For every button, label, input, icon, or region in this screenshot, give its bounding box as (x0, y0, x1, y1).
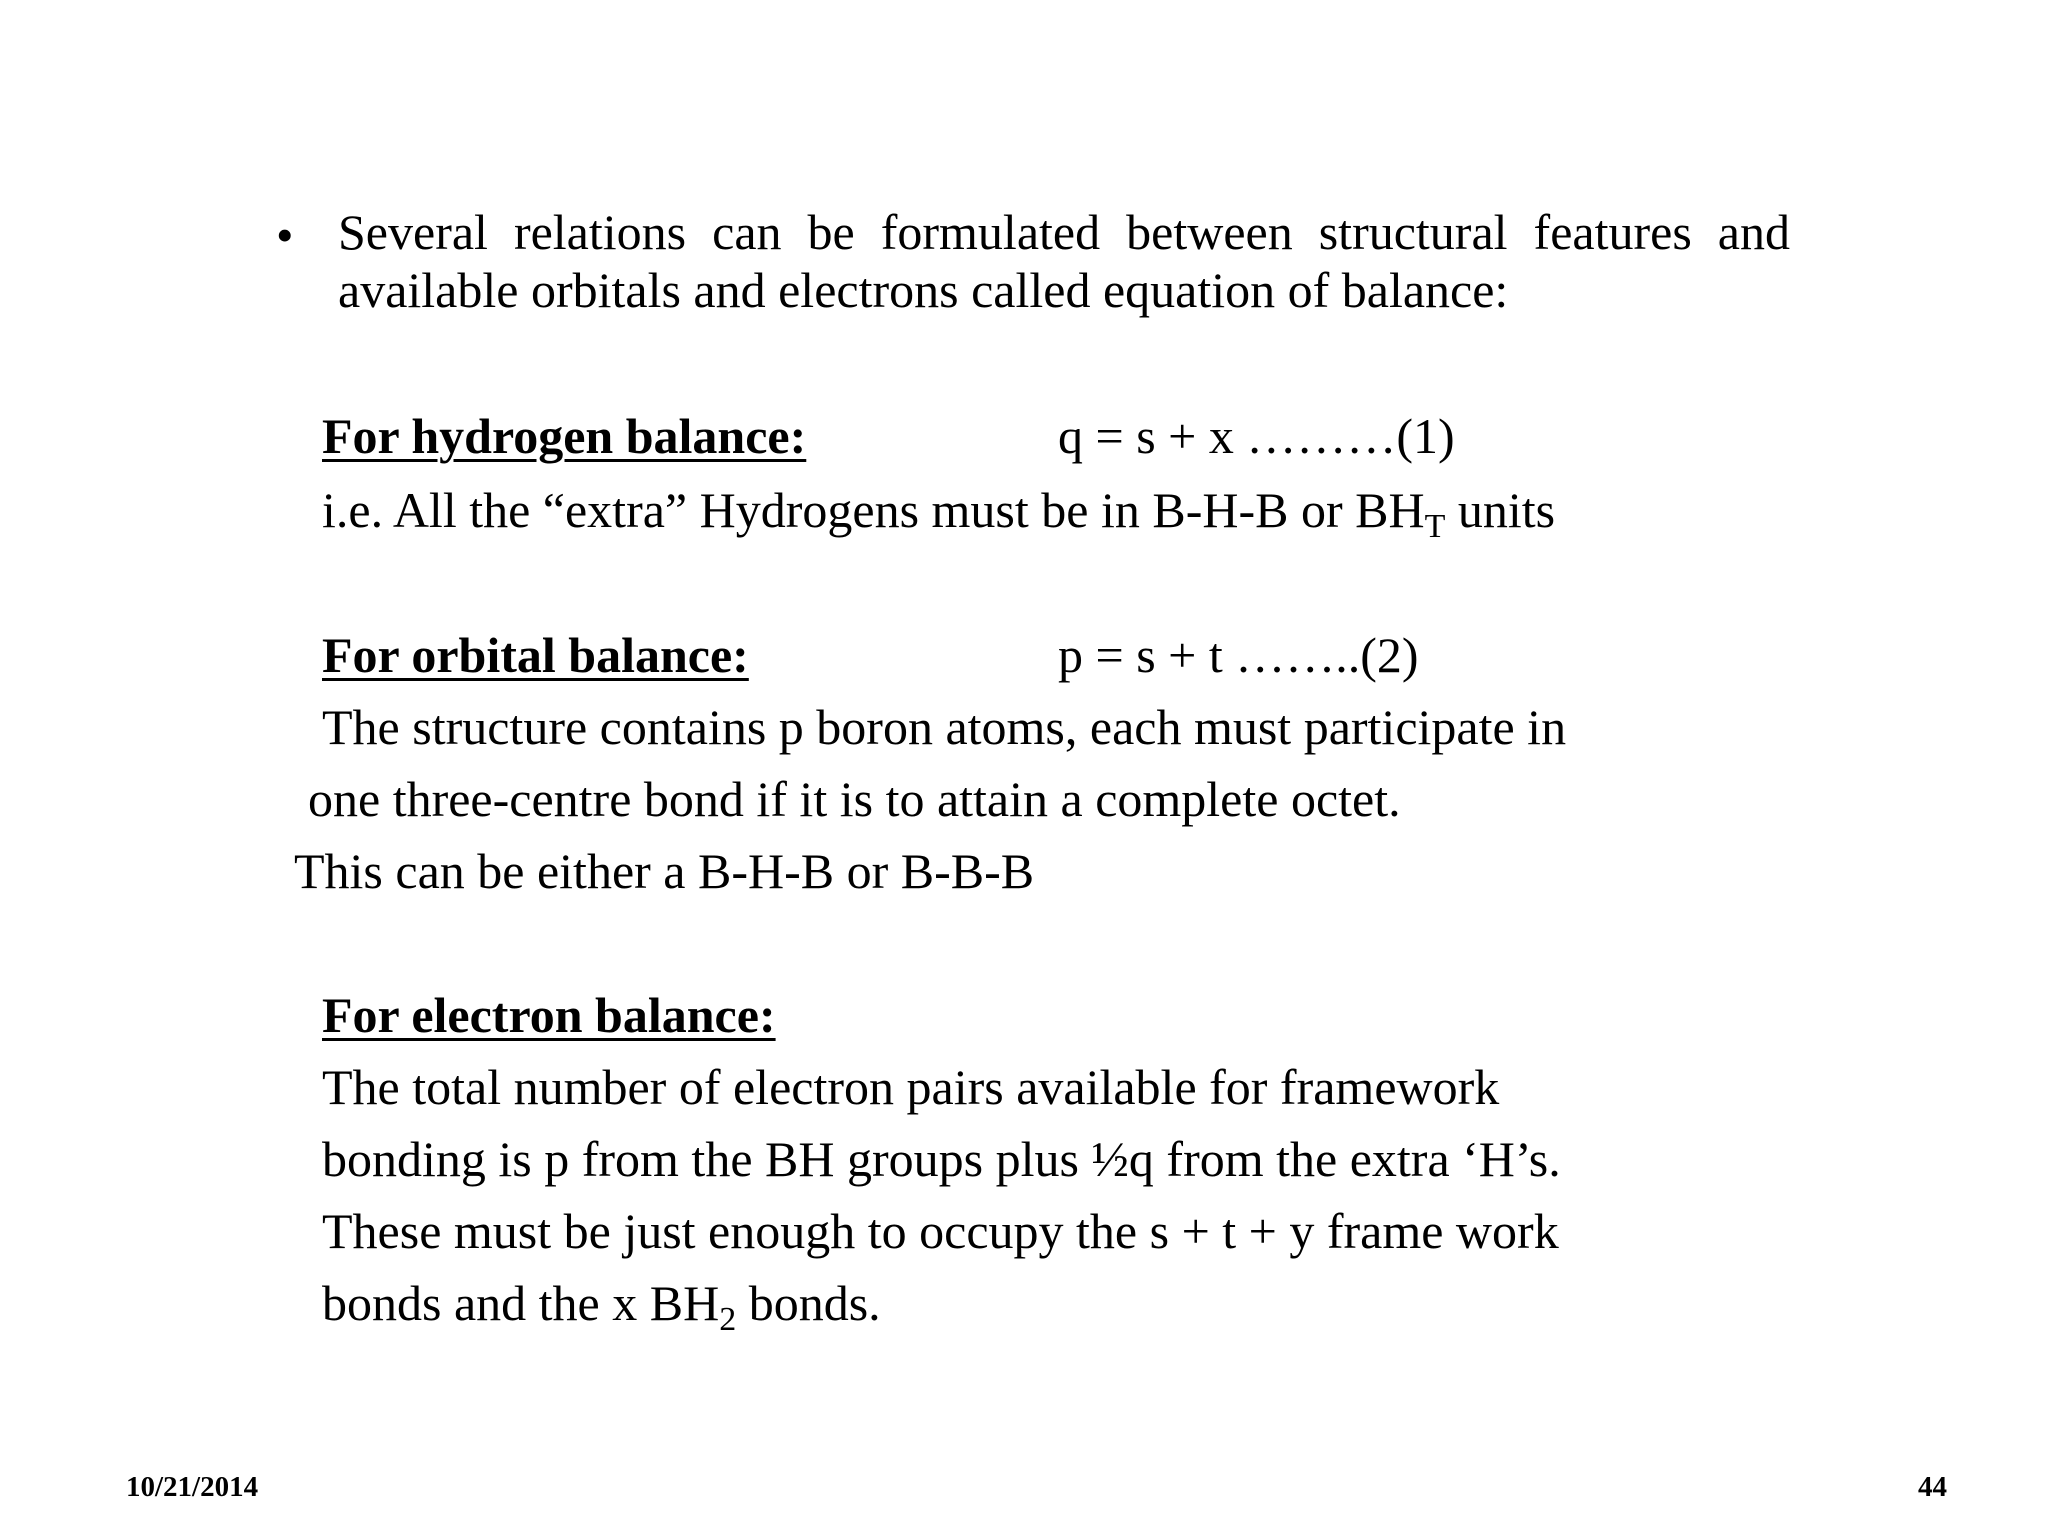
electron-line-4-tail: bonds. (736, 1275, 881, 1331)
hydrogen-balance-equation: q = s + x ………(1) (1058, 408, 1455, 464)
electron-line-4-text: bonds and the x BH (322, 1275, 720, 1331)
orbital-line-2: one three-centre bond if it is to attain a complete octet. (308, 771, 1401, 827)
orbital-balance-equation: p = s + t ……..(2) (1058, 627, 1419, 683)
bullet-marker: • (276, 207, 294, 263)
orbital-balance-heading: For orbital balance: (322, 627, 749, 683)
orbital-line-3: This can be either a B-H-B or B-B-B (294, 843, 1035, 899)
electron-line-4-subscript: 2 (719, 1301, 737, 1338)
orbital-line-1: The structure contains p boron atoms, each must participate in (322, 699, 1567, 755)
electron-balance-heading: For electron balance: (322, 987, 776, 1043)
hydrogen-note-tail: units (1445, 482, 1556, 538)
slide-number: 44 (1918, 1471, 1947, 1503)
hydrogen-note-subscript: T (1424, 508, 1446, 545)
intro-paragraph: Several relations can be formulated between structural features and available orbitals and electrons called equation of balance: (338, 204, 1790, 318)
hydrogen-balance-heading: For hydrogen balance: (322, 408, 807, 464)
hydrogen-balance-note (322, 480, 1556, 545)
footer-date: 10/21/2014 (126, 1471, 259, 1503)
electron-line-3: These must be just enough to occupy the s + t + y frame work (322, 1203, 1559, 1259)
hydrogen-note-text: i.e. All the “extra” Hydrogens must be in B-H-B or BH (322, 482, 1425, 538)
electron-line-1: The total number of electron pairs available for framework (322, 1059, 1500, 1115)
electron-line-2: bonding is p from the BH groups plus ½q from the extra ‘H’s. (322, 1131, 1561, 1187)
electron-line-4 (322, 1273, 881, 1338)
